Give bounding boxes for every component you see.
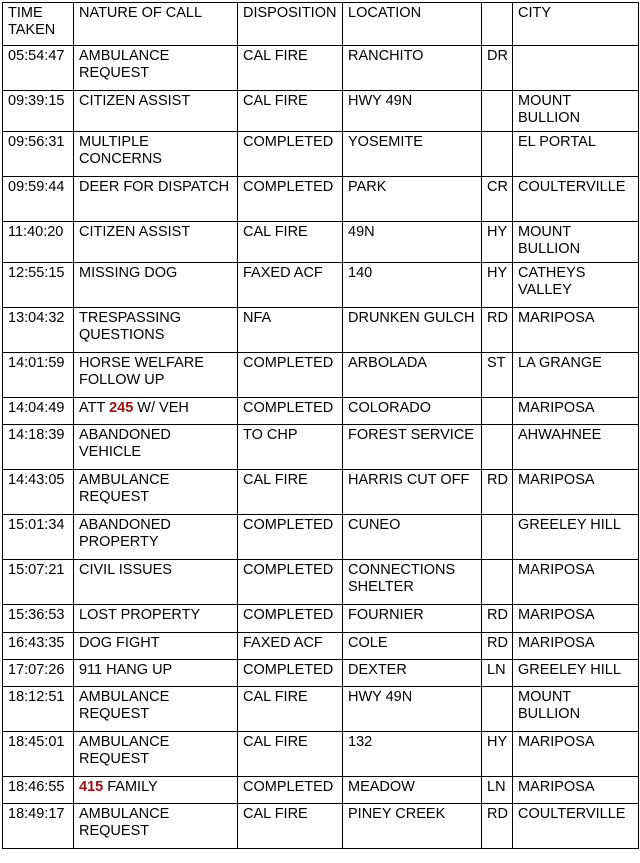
cell-location: PARK xyxy=(343,177,482,222)
cell-time: 16:43:35 xyxy=(3,632,74,659)
table-row xyxy=(3,398,639,425)
table-row xyxy=(3,177,639,222)
cell-location: CUNEO xyxy=(343,515,482,560)
cell-location: COLE xyxy=(343,632,482,659)
table-row xyxy=(3,605,639,632)
header-time: TIME TAKEN xyxy=(3,3,74,46)
cell-suffix: RD xyxy=(482,632,513,659)
cell-time: 14:43:05 xyxy=(3,470,74,515)
cell-city: MOUNT BULLION xyxy=(513,687,639,732)
cell-nature: CITIZEN ASSIST xyxy=(74,222,238,263)
cell-nature: ABANDONED VEHICLE xyxy=(74,425,238,470)
cell-disposition: FAXED ACF xyxy=(238,263,343,308)
cell-nature: AMBULANCE REQUEST xyxy=(74,470,238,515)
cell-disposition: CAL FIRE xyxy=(238,732,343,777)
cell-disposition: CAL FIRE xyxy=(238,687,343,732)
table-row xyxy=(3,46,639,91)
cell-suffix xyxy=(482,687,513,732)
cell-nature: HORSE WELFARE FOLLOW UP xyxy=(74,353,238,398)
cell-time: 18:12:51 xyxy=(3,687,74,732)
cell-location: HWY 49N xyxy=(343,91,482,132)
cell-time: 14:18:39 xyxy=(3,425,74,470)
cell-nature: CIVIL ISSUES xyxy=(74,560,238,605)
cell-location: CONNECTIONS SHELTER xyxy=(343,560,482,605)
cell-suffix xyxy=(482,515,513,560)
header-location: LOCATION xyxy=(343,3,482,46)
cell-time: 18:46:55 xyxy=(3,777,74,804)
cell-suffix: RD xyxy=(482,804,513,849)
cell-location: ARBOLADA xyxy=(343,353,482,398)
cell-time: 17:07:26 xyxy=(3,659,74,686)
call-log-body xyxy=(3,46,639,849)
table-row xyxy=(3,804,639,849)
cell-suffix xyxy=(482,425,513,470)
cell-city: MOUNT BULLION xyxy=(513,91,639,132)
cell-city xyxy=(513,46,639,91)
cell-nature: DOG FIGHT xyxy=(74,632,238,659)
cell-location: HARRIS CUT OFF xyxy=(343,470,482,515)
table-row xyxy=(3,515,639,560)
cell-disposition: COMPLETED xyxy=(238,177,343,222)
nature-prefix: ATT xyxy=(79,400,110,416)
cell-suffix: HY xyxy=(482,732,513,777)
cell-city: LA GRANGE xyxy=(513,353,639,398)
cell-nature xyxy=(74,398,238,425)
cell-nature: LOST PROPERTY xyxy=(74,605,238,632)
cell-city: COULTERVILLE xyxy=(513,177,639,222)
table-row xyxy=(3,632,639,659)
header-row xyxy=(3,3,639,46)
cell-nature: AMBULANCE REQUEST xyxy=(74,687,238,732)
cell-suffix: HY xyxy=(482,263,513,308)
cell-nature: MISSING DOG xyxy=(74,263,238,308)
table-row xyxy=(3,425,639,470)
cell-disposition: COMPLETED xyxy=(238,353,343,398)
cell-nature: 911 HANG UP xyxy=(74,659,238,686)
cell-disposition: COMPLETED xyxy=(238,777,343,804)
cell-disposition: COMPLETED xyxy=(238,605,343,632)
cell-location: DRUNKEN GULCH xyxy=(343,308,482,353)
cell-location: 49N xyxy=(343,222,482,263)
cell-disposition: TO CHP xyxy=(238,425,343,470)
header-suffix xyxy=(482,3,513,46)
cell-city: MARIPOSA xyxy=(513,632,639,659)
nature-suffix: FAMILY xyxy=(103,779,158,796)
cell-location: RANCHITO xyxy=(343,46,482,91)
table-row xyxy=(3,560,639,605)
cell-suffix xyxy=(482,132,513,177)
cell-city: MARIPOSA xyxy=(513,777,639,804)
cell-city: MARIPOSA xyxy=(513,470,639,515)
nature-suffix: W/ VEH xyxy=(133,400,189,416)
cell-city: MARIPOSA xyxy=(513,732,639,777)
header-city: CITY xyxy=(513,3,639,46)
cell-disposition: CAL FIRE xyxy=(238,91,343,132)
cell-location: 140 xyxy=(343,263,482,308)
cell-time: 12:55:15 xyxy=(3,263,74,308)
table-row xyxy=(3,263,639,308)
cell-disposition: CAL FIRE xyxy=(238,804,343,849)
cell-location: 132 xyxy=(343,732,482,777)
cell-city: MARIPOSA xyxy=(513,605,639,632)
cell-nature: CITIZEN ASSIST xyxy=(74,91,238,132)
cell-disposition: COMPLETED xyxy=(238,132,343,177)
cell-nature: AMBULANCE REQUEST xyxy=(74,804,238,849)
cell-suffix: ST xyxy=(482,353,513,398)
cell-city: AHWAHNEE xyxy=(513,425,639,470)
table-row xyxy=(3,470,639,515)
cell-nature: AMBULANCE REQUEST xyxy=(74,46,238,91)
cell-time: 09:59:44 xyxy=(3,177,74,222)
cell-time: 14:01:59 xyxy=(3,353,74,398)
cell-time: 09:56:31 xyxy=(3,132,74,177)
cell-disposition: COMPLETED xyxy=(238,659,343,686)
cell-nature: MULTIPLE CONCERNS xyxy=(74,132,238,177)
cell-time: 18:49:17 xyxy=(3,804,74,849)
cell-location: FOURNIER xyxy=(343,605,482,632)
cell-city: EL PORTAL xyxy=(513,132,639,177)
cell-location: FOREST SERVICE xyxy=(343,425,482,470)
cell-suffix: RD xyxy=(482,470,513,515)
cell-disposition: COMPLETED xyxy=(238,398,343,425)
cell-suffix: HY xyxy=(482,222,513,263)
cell-time: 11:40:20 xyxy=(3,222,74,263)
table-row xyxy=(3,353,639,398)
cell-disposition: COMPLETED xyxy=(238,560,343,605)
cell-disposition: NFA xyxy=(238,308,343,353)
nature-code: 245 xyxy=(109,400,134,416)
cell-time: 05:54:47 xyxy=(3,46,74,91)
header-disposition: DISPOSITION xyxy=(238,3,343,46)
cell-city: MOUNT BULLION xyxy=(513,222,639,263)
cell-location: COLORADO xyxy=(343,398,482,425)
cell-location: PINEY CREEK xyxy=(343,804,482,849)
header-nature: NATURE OF CALL xyxy=(74,3,238,46)
table-row xyxy=(3,91,639,132)
cell-time: 15:36:53 xyxy=(3,605,74,632)
cell-disposition: COMPLETED xyxy=(238,515,343,560)
cell-nature: DEER FOR DISPATCH xyxy=(74,177,238,222)
cell-suffix: DR xyxy=(482,46,513,91)
cell-location: MEADOW xyxy=(343,777,482,804)
table-row xyxy=(3,659,639,686)
cell-suffix xyxy=(482,398,513,425)
cell-disposition: CAL FIRE xyxy=(238,470,343,515)
table-row xyxy=(3,687,639,732)
cell-time: 15:07:21 xyxy=(3,560,74,605)
cell-nature: ABANDONED PROPERTY xyxy=(74,515,238,560)
cell-disposition: CAL FIRE xyxy=(238,46,343,91)
cell-city: GREELEY HILL xyxy=(513,659,639,686)
cell-nature xyxy=(74,777,238,804)
cell-suffix: LN xyxy=(482,777,513,804)
cell-location: HWY 49N xyxy=(343,687,482,732)
cell-city: MARIPOSA xyxy=(513,398,639,425)
cell-time: 15:01:34 xyxy=(3,515,74,560)
table-row xyxy=(3,222,639,263)
cell-city: CATHEYS VALLEY xyxy=(513,263,639,308)
cell-city: MARIPOSA xyxy=(513,560,639,605)
cell-time: 14:04:49 xyxy=(3,398,74,425)
call-log-table xyxy=(2,2,639,849)
cell-disposition: CAL FIRE xyxy=(238,222,343,263)
cell-suffix: LN xyxy=(482,659,513,686)
cell-suffix xyxy=(482,560,513,605)
cell-city: MARIPOSA xyxy=(513,308,639,353)
cell-suffix: CR xyxy=(482,177,513,222)
cell-time: 13:04:32 xyxy=(3,308,74,353)
cell-suffix: RD xyxy=(482,308,513,353)
cell-location: YOSEMITE xyxy=(343,132,482,177)
cell-disposition: FAXED ACF xyxy=(238,632,343,659)
cell-nature: TRESPASSING QUESTIONS xyxy=(74,308,238,353)
cell-time: 18:45:01 xyxy=(3,732,74,777)
table-row xyxy=(3,132,639,177)
cell-location: DEXTER xyxy=(343,659,482,686)
table-row xyxy=(3,732,639,777)
cell-city: GREELEY HILL xyxy=(513,515,639,560)
cell-nature: AMBULANCE REQUEST xyxy=(74,732,238,777)
cell-suffix: RD xyxy=(482,605,513,632)
cell-time: 09:39:15 xyxy=(3,91,74,132)
nature-code: 415 xyxy=(79,779,104,796)
cell-city: COULTERVILLE xyxy=(513,804,639,849)
cell-suffix xyxy=(482,91,513,132)
table-row xyxy=(3,308,639,353)
table-row xyxy=(3,777,639,804)
